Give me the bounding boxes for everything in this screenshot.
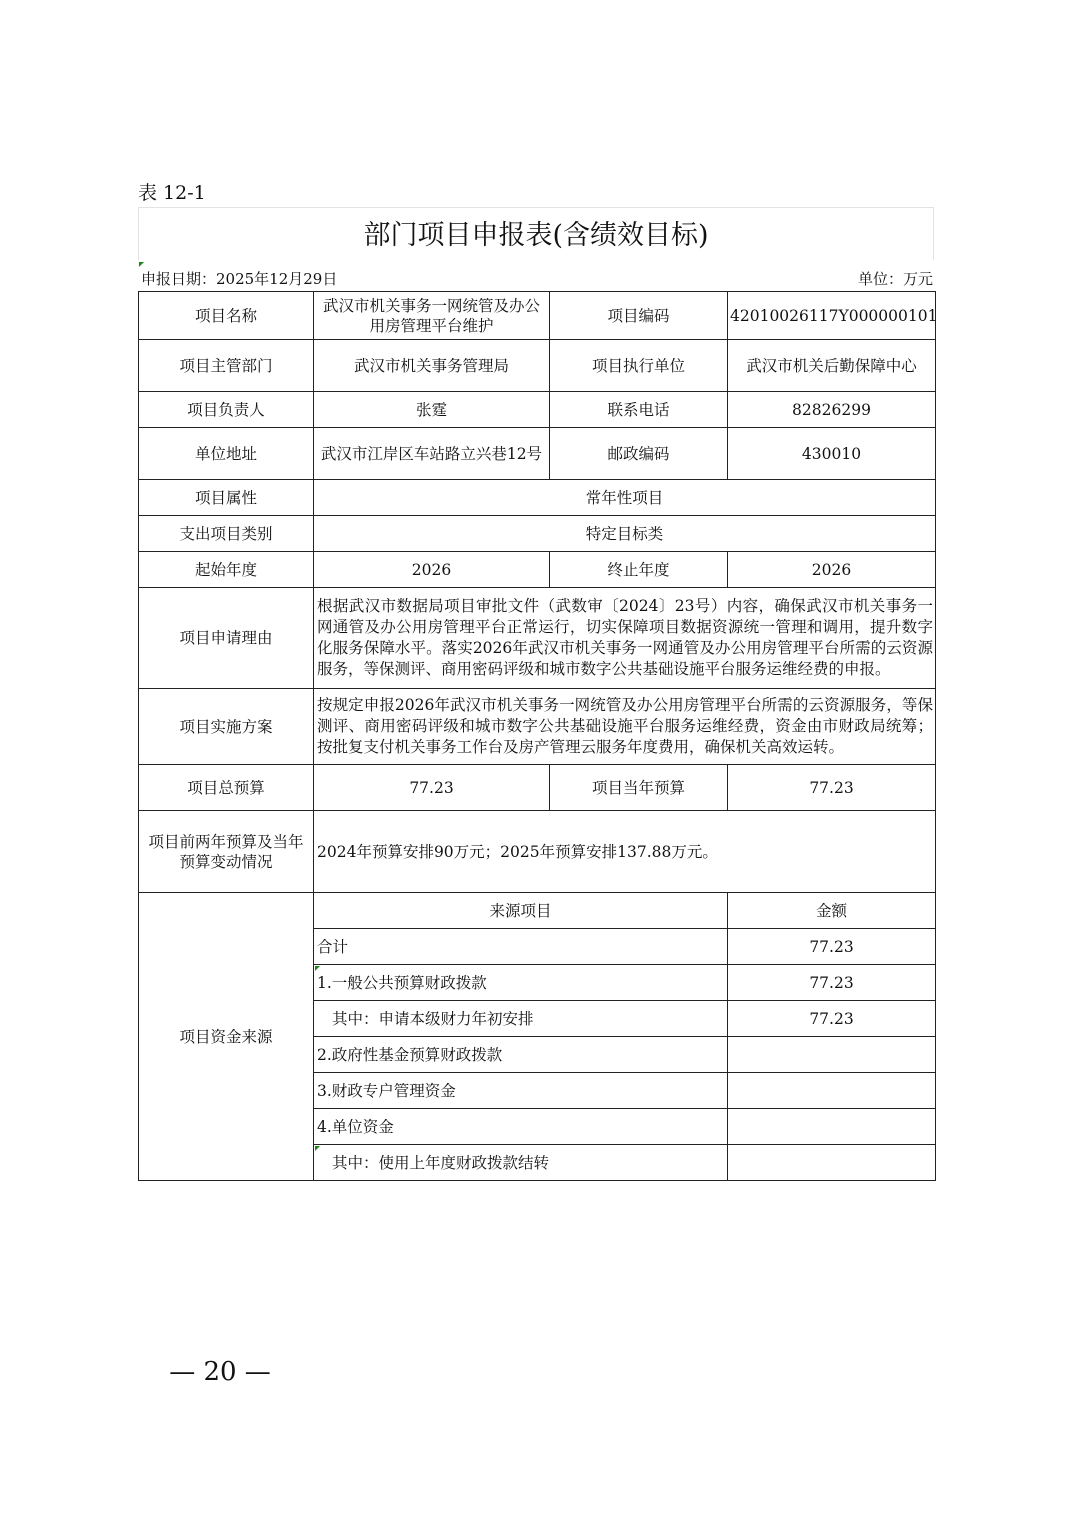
table-row xyxy=(139,392,936,428)
attribute-value: 常年性项目 xyxy=(314,480,936,516)
funding-header-source: 来源项目 xyxy=(314,893,728,929)
owner-value: 张霆 xyxy=(314,392,550,428)
cell-marker xyxy=(315,966,320,971)
cell-marker xyxy=(139,262,144,267)
funding-source-text: 1.一般公共预算财政拨款 xyxy=(317,973,487,992)
postcode-value: 430010 xyxy=(728,428,936,480)
funding-header-amount: 金额 xyxy=(728,893,936,929)
plan-value: 按规定申报2026年武汉市机关事务一网统管及办公用房管理平台所需的云资源服务，等保测评、商用密码评级和城市数字公共基础设施平台服务运维经费，资金由市财政局统筹；按批复支付机关事务工作台及房产管理云服务年度费用，确保机关高效运转。 xyxy=(314,689,936,765)
funding-source xyxy=(314,965,728,1001)
funding-amount xyxy=(728,1073,936,1109)
dept-value: 武汉市机关事务管理局 xyxy=(314,340,550,392)
table-row xyxy=(139,292,936,340)
project-code-value: 42010026117Y000000101 xyxy=(728,292,936,340)
table-row xyxy=(139,893,936,929)
table-row xyxy=(139,552,936,588)
end-year-label: 终止年度 xyxy=(550,552,728,588)
funding-source-text: 其中：使用上年度财政拨款结转 xyxy=(332,1153,550,1172)
unit-label: 单位：万元 xyxy=(857,270,933,288)
table-number: 表 12-1 xyxy=(138,182,206,204)
history-value: 2024年预算安排90万元；2025年预算安排137.88万元。 xyxy=(314,811,936,893)
plan-label: 项目实施方案 xyxy=(139,689,314,765)
table-row xyxy=(139,588,936,689)
address-label: 单位地址 xyxy=(139,428,314,480)
table-row xyxy=(139,516,936,552)
table-row xyxy=(139,811,936,893)
funding-source xyxy=(314,1145,728,1181)
postcode-label: 邮政编码 xyxy=(550,428,728,480)
exec-unit-label: 项目执行单位 xyxy=(550,340,728,392)
funding-source: 合计 xyxy=(314,929,728,965)
page-number: — 20 — xyxy=(169,1357,271,1387)
table-row xyxy=(139,765,936,811)
funding-amount xyxy=(728,1145,936,1181)
dept-label: 项目主管部门 xyxy=(139,340,314,392)
funding-source: 2.政府性基金预算财政拨款 xyxy=(314,1037,728,1073)
funding-amount xyxy=(728,1109,936,1145)
year-budget-label: 项目当年预算 xyxy=(550,765,728,811)
funding-amount xyxy=(728,1037,936,1073)
total-budget-label: 项目总预算 xyxy=(139,765,314,811)
category-value: 特定目标类 xyxy=(314,516,936,552)
report-date: 申报日期：2025年12月29日 xyxy=(141,270,338,288)
exec-unit-value: 武汉市机关后勤保障中心 xyxy=(728,340,936,392)
history-label: 项目前两年预算及当年预算变动情况 xyxy=(139,811,314,893)
form-title: 部门项目申报表(含绩效目标) xyxy=(138,207,934,260)
funding-amount: 77.23 xyxy=(728,929,936,965)
project-form-table xyxy=(138,291,936,1181)
table-row xyxy=(139,340,936,392)
funding-amount: 77.23 xyxy=(728,965,936,1001)
funding-source: 其中：申请本级财力年初安排 xyxy=(314,1001,728,1037)
funding-source: 3.财政专户管理资金 xyxy=(314,1073,728,1109)
end-year-value: 2026 xyxy=(728,552,936,588)
phone-value: 82826299 xyxy=(728,392,936,428)
total-budget-value: 77.23 xyxy=(314,765,550,811)
category-label: 支出项目类别 xyxy=(139,516,314,552)
start-year-label: 起始年度 xyxy=(139,552,314,588)
cell-marker xyxy=(315,1146,320,1151)
table-row xyxy=(139,480,936,516)
reason-label: 项目申请理由 xyxy=(139,588,314,689)
attribute-label: 项目属性 xyxy=(139,480,314,516)
address-value: 武汉市江岸区车站路立兴巷12号 xyxy=(314,428,550,480)
year-budget-value: 77.23 xyxy=(728,765,936,811)
funding-label: 项目资金来源 xyxy=(139,893,314,1181)
owner-label: 项目负责人 xyxy=(139,392,314,428)
project-code-label: 项目编码 xyxy=(550,292,728,340)
table-row xyxy=(139,428,936,480)
start-year-value: 2026 xyxy=(314,552,550,588)
funding-amount: 77.23 xyxy=(728,1001,936,1037)
project-name-label: 项目名称 xyxy=(139,292,314,340)
project-name-value: 武汉市机关事务一网统管及办公用房管理平台维护 xyxy=(314,292,550,340)
reason-value: 根据武汉市数据局项目审批文件（武数审〔2024〕23号）内容，确保武汉市机关事务一网通管及办公用房管理平台正常运行，切实保障项目数据资源统一管理和调用，提升数字化服务保障水平。落实2026年武汉市机关事务一网通管及办公用房管理平台所需的云资源服务，等保测评、商用密码评级和城市数字公共基础设施平台服务运维经费的申报。 xyxy=(314,588,936,689)
phone-label: 联系电话 xyxy=(550,392,728,428)
table-row xyxy=(139,689,936,765)
funding-source: 4.单位资金 xyxy=(314,1109,728,1145)
